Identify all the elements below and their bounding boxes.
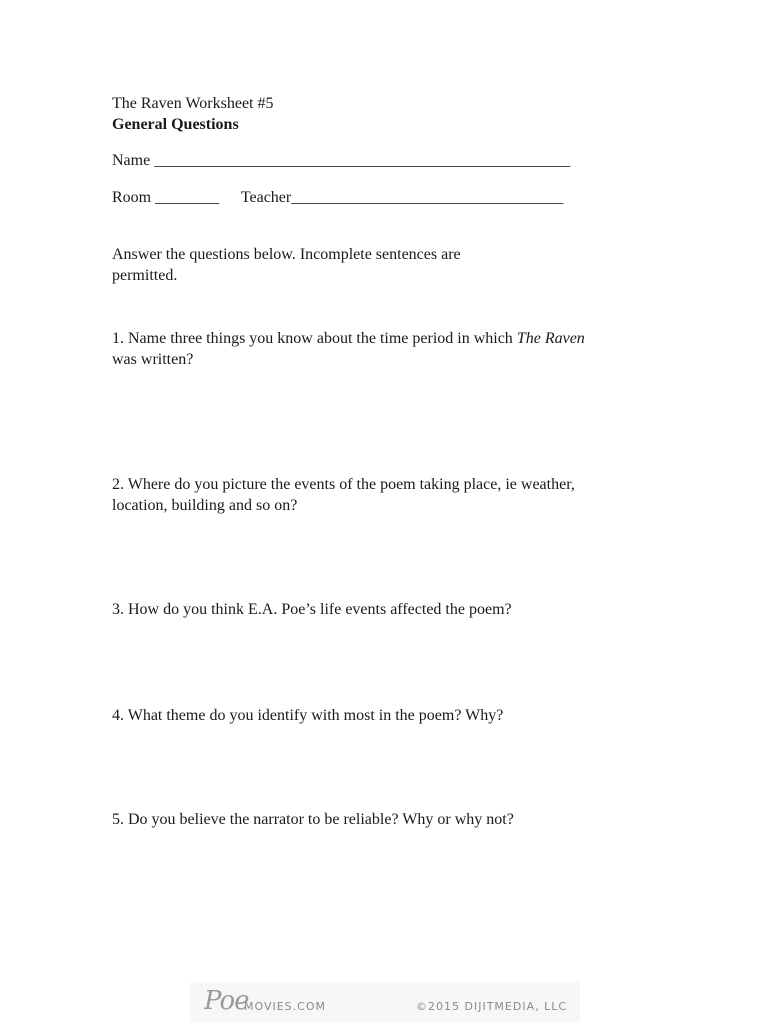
poe-logo: Poe xyxy=(204,986,249,1016)
question-1-text: 1. Name three things you know about the time period in which xyxy=(112,330,517,347)
instructions-line-1: Answer the questions below. Incomplete sentences are xyxy=(112,246,461,263)
question-1-line-1 xyxy=(112,329,585,349)
question-5: 5. Do you believe the narrator to be reliable? Why or why not? xyxy=(112,811,514,828)
instructions-line-2: permitted. xyxy=(112,267,178,284)
question-2-line-1: 2. Where do you picture the events of the poem taking place, ie weather, xyxy=(112,476,575,493)
worksheet-subtitle: General Questions xyxy=(112,116,239,133)
question-1-poem-title: The Raven xyxy=(516,330,585,347)
footer-site-name: MOVIES.COM xyxy=(244,1000,326,1013)
teacher-field-line: Teacher__________________________________ xyxy=(240,189,564,206)
question-4: 4. What theme do you identify with most in the poem? Why? xyxy=(112,707,504,724)
question-3: 3. How do you think E.A. Poe’s life events affected the poem? xyxy=(112,601,512,618)
footer-bar xyxy=(190,982,580,1022)
room-field-line: Room ________ xyxy=(112,189,220,206)
room-teacher-row xyxy=(112,188,563,208)
name-field-line: Name ____________________________________________________ xyxy=(112,152,571,169)
worksheet-title: The Raven Worksheet #5 xyxy=(112,95,274,112)
footer-copyright: ©2015 DIJITMEDIA, LLC xyxy=(416,1000,568,1013)
question-2-line-2: location, building and so on? xyxy=(112,497,298,514)
question-1-line-2: was written? xyxy=(112,351,194,368)
